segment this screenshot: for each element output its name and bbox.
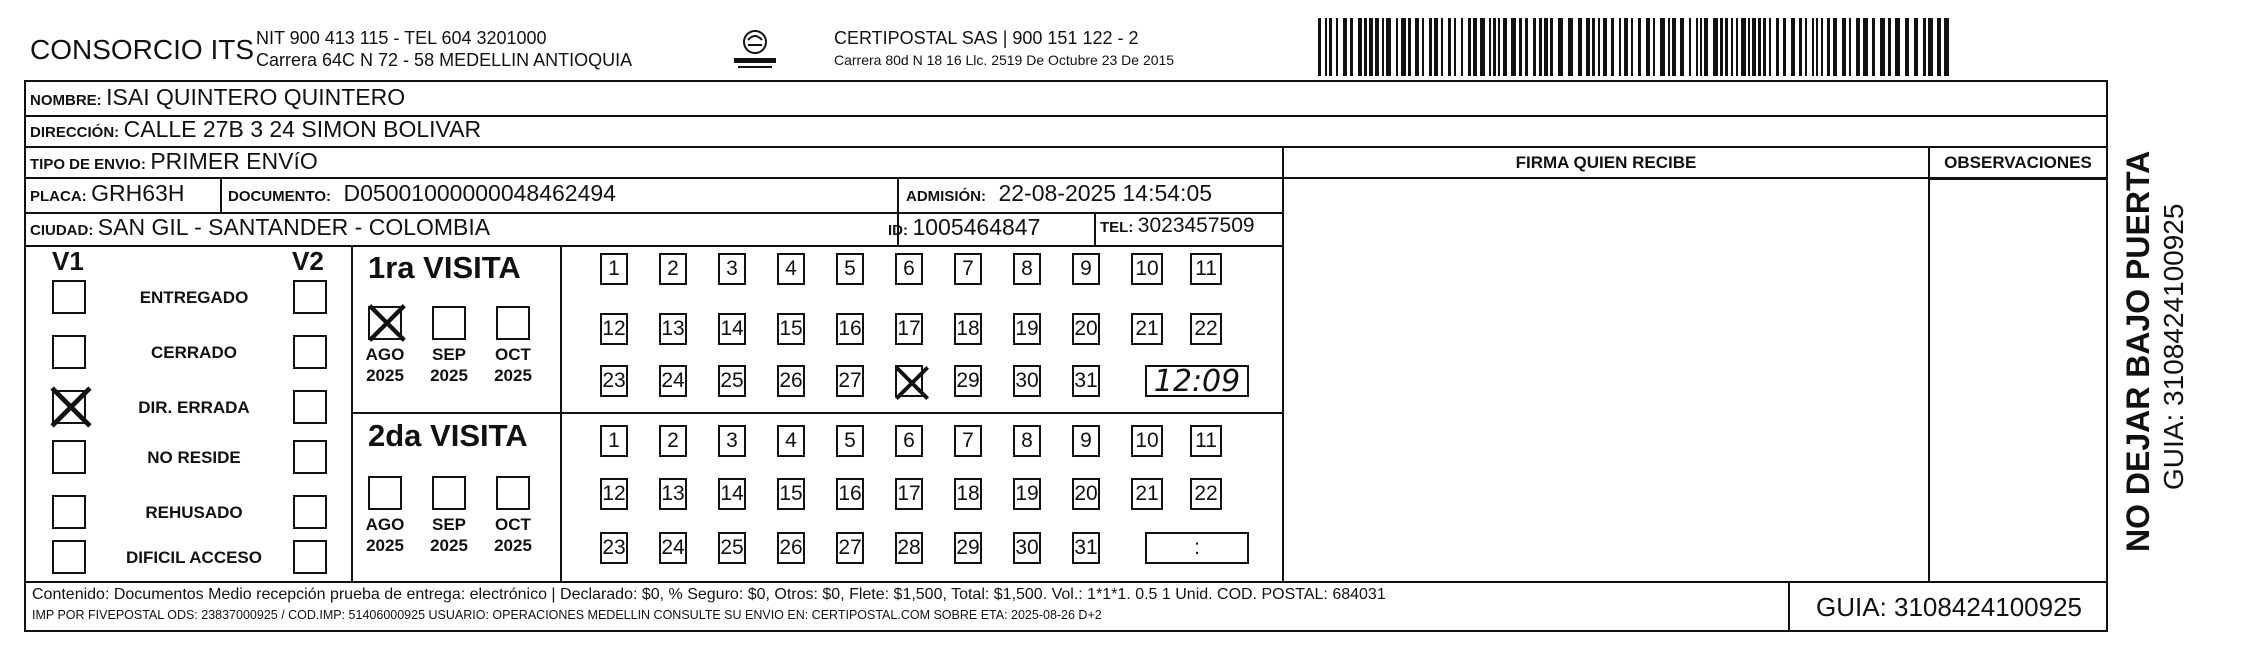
day-box[interactable] [895,365,923,397]
day-number: 6 [903,257,915,280]
v1-checkbox[interactable] [52,540,86,574]
month-checkbox[interactable] [432,306,466,340]
month-label [419,344,479,386]
day-box[interactable] [718,253,746,285]
v1-checkbox[interactable] [52,495,86,529]
day-number: 1 [608,257,620,280]
month-checkbox[interactable] [496,476,530,510]
side-guia: GUIA: 3108424100925 [2158,203,2189,490]
x-check-icon [893,363,931,403]
side-notice: NO DEJAR BAJO PUERTA [2120,150,2156,552]
day-box[interactable] [777,253,805,285]
day-box[interactable] [777,365,805,397]
day-box[interactable] [659,478,687,510]
day-number: 17 [897,482,921,505]
footer-line2: IMP POR FIVEPOSTAL ODS: 23837000925 / COD.IMP: 51406000925 USUARIO: OPERACIONES MEDELLIN CONSULTE SU ENVIO EN: CERTIPOSTAL.COM SOBRE ETA: 2025-08-26 D+2 [32,608,1102,622]
day-number: 4 [785,429,797,452]
tipo-value: PRIMER ENVíO [150,148,318,174]
day-box[interactable] [600,425,628,457]
day-box[interactable] [954,478,982,510]
day-number: 16 [838,482,862,505]
documento-label: DOCUMENTO: [228,188,332,205]
day-box[interactable] [836,478,864,510]
day-box[interactable] [777,313,805,345]
day-number: 13 [661,482,685,505]
tipo-field [30,148,318,175]
day-box[interactable] [718,313,746,345]
day-number: 30 [1015,369,1039,392]
ciudad-value: SAN GIL - SANTANDER - COLOMBIA [97,214,491,240]
v2-checkbox[interactable] [293,440,327,474]
day-number: 12 [602,482,626,505]
day-box[interactable] [1013,478,1041,510]
day-number: 5 [844,257,856,280]
day-number: 11 [1195,429,1217,452]
day-number: 7 [962,257,974,280]
status-option-label: ENTREGADO [139,288,249,307]
v2-checkbox[interactable] [293,540,327,574]
day-number: 24 [661,369,685,392]
day-number: 2 [667,429,679,452]
day-box[interactable] [1072,532,1100,564]
nombre-field [30,84,405,111]
day-box[interactable] [895,425,923,457]
direccion-field [30,116,481,143]
day-number: 21 [1135,317,1159,340]
day-number: 25 [720,536,744,559]
day-box[interactable] [1190,425,1222,457]
day-box[interactable] [718,425,746,457]
day-number: 31 [1074,536,1098,559]
month-year: 2025 [494,536,532,555]
id-label: ID: [888,222,908,239]
placa-label: PLACA: [30,188,87,205]
month-name: SEP [431,345,467,364]
day-box[interactable] [954,253,982,285]
day-number: 2 [667,257,679,280]
day-box[interactable] [600,478,628,510]
v1-checkbox[interactable] [52,390,86,424]
status-option-label: CERRADO [151,343,237,362]
day-number: 7 [962,429,974,452]
v1-checkbox[interactable] [52,335,86,369]
day-box[interactable] [777,425,805,457]
tel-value: 3023457509 [1137,214,1255,237]
time-box[interactable]: 12:09 [1145,365,1249,397]
day-number: 29 [956,369,980,392]
month-label [483,344,543,386]
ciudad-label: CIUDAD: [30,222,94,239]
day-number: 23 [602,536,626,559]
day-box[interactable] [600,532,628,564]
day-box[interactable] [1013,365,1041,397]
x-check-icon [48,384,94,430]
x-check-icon [366,302,408,344]
day-box[interactable] [954,365,982,397]
month-year: 2025 [366,536,404,555]
day-number: 9 [1080,257,1092,280]
day-number: 20 [1074,482,1098,505]
day-number: 11 [1195,257,1217,280]
v2-checkbox[interactable] [293,280,327,314]
status-option-label: DIFICIL ACCESO [125,548,262,567]
day-box[interactable] [600,253,628,285]
v2-checkbox[interactable] [293,335,327,369]
day-number: 10 [1135,429,1159,452]
day-number: 1 [608,429,620,452]
tel-label: TEL: [1100,219,1134,236]
ciudad-field [30,214,490,241]
day-box[interactable] [600,313,628,345]
day-box[interactable] [718,532,746,564]
day-number: 4 [785,257,797,280]
carrier-line1: CERTIPOSTAL SAS | 900 151 122 - 2 [834,28,1139,48]
month-year: 2025 [366,366,404,385]
nombre-label: NOMBRE: [30,92,102,109]
day-box[interactable] [895,532,923,564]
day-box[interactable] [1072,253,1100,285]
day-number: 21 [1135,482,1159,505]
day-box[interactable] [777,532,805,564]
status-option-label: DIR. ERRADA [138,398,250,417]
certipostal-logo-icon [730,28,780,72]
v1-label: V1 [52,246,84,276]
v2-checkbox[interactable] [293,390,327,424]
day-number: 22 [1194,317,1218,340]
day-box[interactable] [1013,253,1041,285]
day-box[interactable] [954,313,982,345]
day-box[interactable] [600,365,628,397]
documento-field [228,180,616,207]
day-number: 29 [956,536,980,559]
day-number: 26 [779,369,803,392]
day-number: 5 [844,429,856,452]
visit1-title: 1ra VISITA [368,250,521,285]
month-label [355,344,415,386]
month-name: SEP [431,515,467,534]
id-field [888,214,1040,241]
month-name: OCT [495,515,531,534]
day-box[interactable] [1131,478,1163,510]
placa-field [30,180,184,207]
month-label [419,514,479,556]
day-box[interactable] [1190,253,1222,285]
v2-checkbox[interactable] [293,495,327,529]
tipo-label: TIPO DE ENVIO: [30,156,146,173]
day-box[interactable] [1072,478,1100,510]
barcode-icon [1318,18,1950,76]
day-number: 15 [779,317,803,340]
day-number: 22 [1194,482,1218,505]
month-year: 2025 [430,536,468,555]
tel-field [1100,214,1255,238]
observaciones-header: OBSERVACIONES [1944,153,2092,172]
day-box[interactable] [836,425,864,457]
day-number: 12 [602,317,626,340]
v1-checkbox[interactable] [52,440,86,474]
day-box[interactable] [1131,313,1163,345]
day-number: 27 [838,369,862,392]
admision-value: 22-08-2025 14:54:05 [998,180,1213,206]
carrier-line2: Carrera 80d N 18 16 Llc. 2519 De Octubre 23 De 2015 [834,52,1175,68]
day-number: 3 [726,257,738,280]
day-number: 18 [956,317,980,340]
day-number: 26 [779,536,803,559]
day-number: 18 [956,482,980,505]
day-box[interactable] [718,478,746,510]
company-line2: Carrera 64C N 72 - 58 MEDELLIN ANTIOQUIA [256,50,633,70]
day-number: 6 [903,429,915,452]
day-box[interactable] [1190,478,1222,510]
day-box[interactable] [659,253,687,285]
day-box[interactable] [718,365,746,397]
v2-label: V2 [292,246,324,276]
day-number: 19 [1015,482,1039,505]
footer-guia: GUIA: 3108424100925 [1816,592,2082,622]
day-box[interactable] [1013,532,1041,564]
status-option-label: REHUSADO [145,503,243,522]
direccion-value: CALLE 27B 3 24 SIMON BOLIVAR [123,116,482,142]
nombre-value: ISAI QUINTERO QUINTERO [106,84,406,110]
day-number: 15 [779,482,803,505]
day-box[interactable] [836,532,864,564]
day-number: 3 [726,429,738,452]
day-number: 14 [720,317,744,340]
day-number: 19 [1015,317,1039,340]
day-box[interactable] [836,365,864,397]
month-checkbox[interactable] [368,476,402,510]
admision-field [906,180,1212,207]
day-box[interactable] [1072,313,1100,345]
day-number: 25 [720,369,744,392]
day-box[interactable] [954,425,982,457]
day-number: 14 [720,482,744,505]
day-box[interactable] [1013,313,1041,345]
day-box[interactable] [659,313,687,345]
day-box[interactable] [895,253,923,285]
firma-header: FIRMA QUIEN RECIBE [1515,153,1697,172]
day-number: 10 [1135,257,1159,280]
day-box[interactable] [1072,365,1100,397]
day-box[interactable] [836,313,864,345]
day-number: 13 [661,317,685,340]
month-name: OCT [495,345,531,364]
day-number: 31 [1074,369,1098,392]
month-year: 2025 [430,366,468,385]
day-box[interactable] [777,478,805,510]
day-box[interactable] [1013,425,1041,457]
day-box[interactable] [836,253,864,285]
day-number: 27 [838,536,862,559]
day-box[interactable] [659,532,687,564]
month-checkbox[interactable] [496,306,530,340]
placa-value: GRH63H [91,180,185,206]
admision-label: ADMISIÓN: [906,188,986,205]
day-box[interactable] [1190,313,1222,345]
day-box[interactable] [954,532,982,564]
company-name: CONSORCIO ITS [30,34,255,65]
day-number: 20 [1074,317,1098,340]
day-box[interactable] [1131,425,1163,457]
day-number: 23 [602,369,626,392]
day-number: 30 [1015,536,1039,559]
footer-line1: Contenido: Documentos Medio recepción prueba de entrega: electrónico | Declarado: $0, % Seguro: $0, Otros: $0, Flete: $1,500, Total: $1,500. Vol.: 1*1*1. 0.5 1 Unid. COD. POSTAL: 684031 [32,586,1386,603]
day-number: 8 [1021,257,1033,280]
day-number: 28 [897,536,921,559]
day-number: 8 [1021,429,1033,452]
status-option-label: NO RESIDE [147,448,241,467]
day-number: 16 [838,317,862,340]
month-checkbox[interactable] [432,476,466,510]
month-label [355,514,415,556]
visit2-title: 2da VISITA [368,418,528,453]
day-number: 24 [661,536,685,559]
day-number: 17 [897,317,921,340]
month-label [483,514,543,556]
day-number: 9 [1080,429,1092,452]
day-box[interactable] [659,365,687,397]
month-checkbox[interactable] [368,306,402,340]
month-name: AGO [365,515,405,534]
day-box[interactable] [1131,253,1163,285]
day-box[interactable] [895,313,923,345]
day-box[interactable] [659,425,687,457]
day-box[interactable] [895,478,923,510]
day-box[interactable] [1072,425,1100,457]
direccion-label: DIRECCIÓN: [30,124,120,141]
v1-checkbox[interactable] [52,280,86,314]
documento-value: D05001000000048462494 [343,180,616,206]
time-box[interactable]: : [1145,532,1249,564]
month-name: AGO [365,345,405,364]
id-value: 1005464847 [912,214,1041,240]
month-year: 2025 [494,366,532,385]
company-line1: NIT 900 413 115 - TEL 604 3201000 [256,28,547,48]
